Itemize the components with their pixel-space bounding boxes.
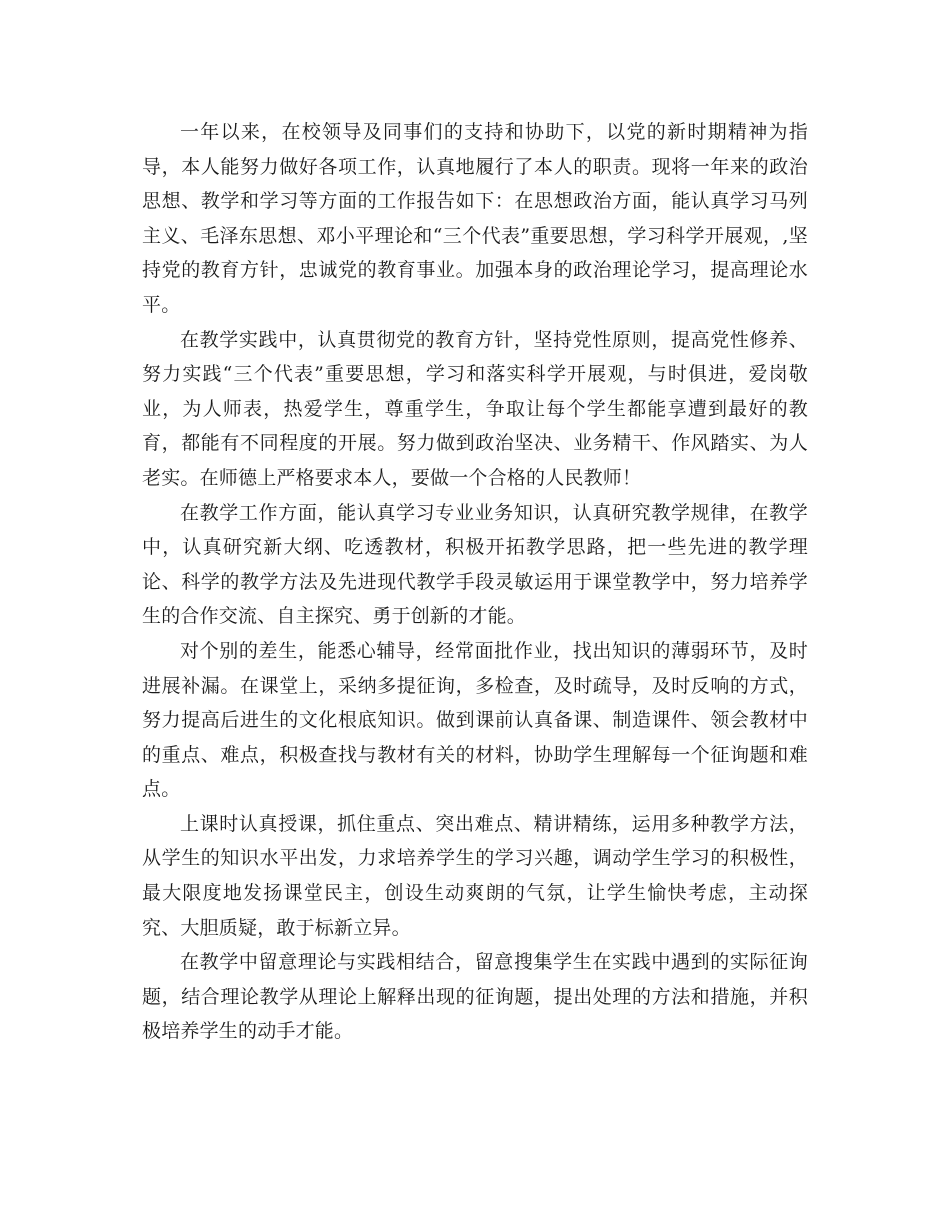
paragraph-5: 上课时认真授课，抓住重点、突出难点、精讲精练，运用多种教学方法，从学生的知识水平出发，力求培养学生的学习兴趣，调动学生学习的积极性，最大限度地发扬课堂民主，创设生动爽朗的气氛，让学生愉快考虑，主动探究、大胆质疑，敢于标新立异。: [142, 812, 808, 939]
paragraph-2: 在教学实践中，认真贯彻党的教育方针，坚持党性原则，提高党性修养、努力实践“三个代表”重要思想，学习和落实科学开展观，与时俱进，爱岗敬业，为人师表，热爱学生，尊重学生，争取让每个学生都能享遭到最好的教育，都能有不同程度的开展。努力做到政治坚决、业务精干、作风踏实、为人老实。在师德上严格要求本人，要做一个合格的人民教师！: [142, 328, 808, 489]
paragraph-3: 在教学工作方面，能认真学习专业业务知识，认真研究教学规律，在教学中，认真研究新大纲、吃透教材，积极开拓教学思路，把一些先进的教学理论、科学的教学方法及先进现代教学手段灵敏运用于课堂教学中，努力培养学生的合作交流、自主探究、勇于创新的才能。: [142, 501, 808, 628]
paragraph-6: 在教学中留意理论与实践相结合，留意搜集学生在实践中遇到的实际征询题，结合理论教学从理论上解释出现的征询题，提出处理的方法和措施，并积极培养学生的动手才能。: [142, 951, 808, 1043]
document-body: [142, 115, 808, 1049]
paragraph-1: 一年以来，在校领导及同事们的支持和协助下，以党的新时期精神为指导，本人能努力做好各项工作，认真地履行了本人的职责。现将一年来的政治思想、教学和学习等方面的工作报告如下：在思想政治方面，能认真学习马列主义、毛泽东思想、邓小平理论和“三个代表”重要思想，学习科学开展观，,坚持党的教育方针，忠诚党的教育事业。加强本身的政治理论学习，提高理论水平。: [142, 121, 808, 316]
paragraph-4: 对个别的差生，能悉心辅导，经常面批作业，找出知识的薄弱环节，及时进展补漏。在课堂上，采纳多提征询，多检查，及时疏导，及时反响的方式，努力提高后进生的文化根底知识。做到课前认真备课、制造课件、领会教材中的重点、难点，积极查找与教材有关的材料，协助学生理解每一个征询题和难点。: [142, 639, 808, 801]
